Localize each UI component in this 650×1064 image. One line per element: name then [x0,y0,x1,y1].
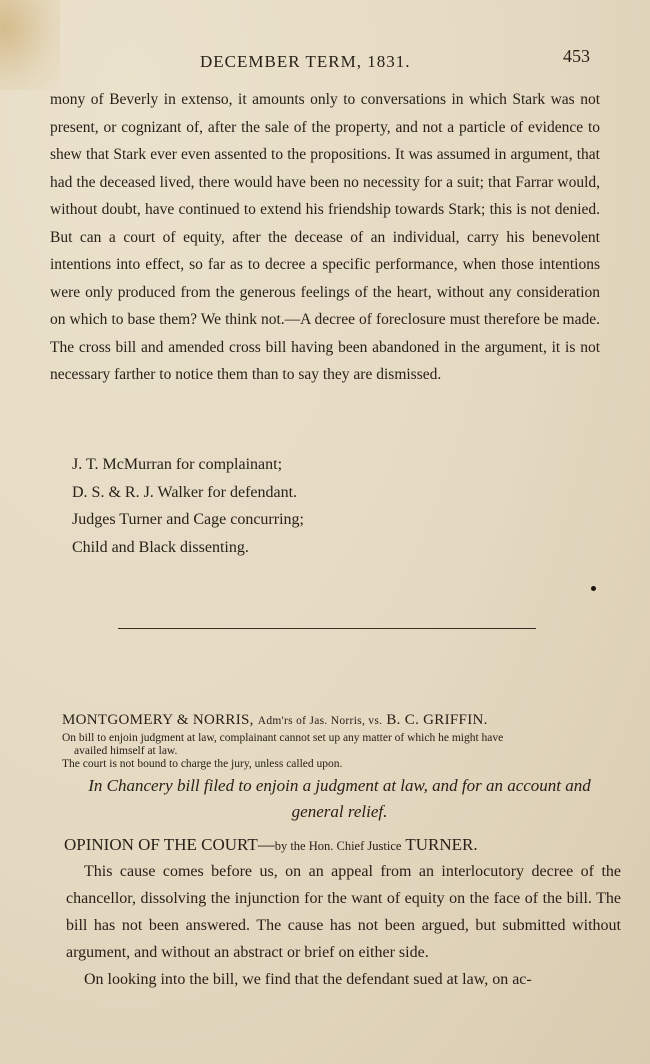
headnote: On bill to enjoin judgment at law, complainant cannot set up any matter of which he might have [62,732,504,744]
page-number: 453 [563,46,590,66]
case-nature: In Chancery bill filed to enjoin a judgment at law, and for an account and general relief. [88,776,591,821]
opinion-paragraph: This cause comes before us, on an appeal from an interlocutory decree of the chancellor, dissolving the injunction for the want of equity on the face of the bill. The bill has not been answered. The cause has not been argued, but submitted without argument, and without an abstract or brief on either side. [66,863,621,961]
opinion-paragraph: On looking into the bill, we find that the defendant sued at law, on ac- [84,971,532,988]
ink-spot [591,586,596,591]
case-title-administrators: Adm'rs of Jas. Norris, vs. [257,715,383,727]
headnote: The court is not bound to charge the jury, unless called upon. [62,758,343,770]
counsel-line: Judges Turner and Cage concurring; [72,511,304,528]
counsel-list [72,451,304,561]
running-head: DECEMBER TERM, 1831. [200,52,411,71]
case-title [62,712,632,729]
page-header [0,46,650,78]
opinion-heading-by: by the Hon. Chief Justice [274,839,402,853]
counsel-line: D. S. & R. J. Walker for defendant. [72,483,298,501]
case-title-defendant: B. C. GRIFFIN. [382,712,488,728]
opinion-heading-judge: TURNER. [401,835,478,854]
section-divider [118,628,536,629]
continued-paragraph [50,86,600,389]
headnotes [62,732,622,771]
counsel-line: J. T. McMurran for complainant; [72,456,283,473]
opinion-heading [64,835,478,855]
opinion-body [66,858,621,993]
case-title-parties: MONTGOMERY & NORRIS, [62,712,258,728]
headnote-continuation: availed himself at law. [74,745,178,757]
opinion-heading-main: OPINION OF THE COURT— [64,835,275,854]
paragraph-text: mony of Beverly in extenso, it amounts only to conversations in which Stark was not present, or cognizant of, after the sale of the property, and not a particle of evidence to shew that Stark ever even assented to the propositions. It was assumed in argument, that had the deceased lived, there would have been no necessity for a suit; that Farrar would, without doubt, have continued to extend his friendship towards Stark; this is not denied. But can a court of equity, after the decease of an individual, carry his benevolent intentions into effect, so far as to decree a specific performance, when those intentions were only produced from the generous feelings of the heart, without any consideration on which to base them? We think not.—A decree of foreclosure must therefore be made. The cross bill and amended cross bill having been abandoned in the argument, it is not necessary farther to notice them than to say they are dismissed. [50,91,600,383]
counsel-line: Child and Black dissenting. [72,538,249,556]
